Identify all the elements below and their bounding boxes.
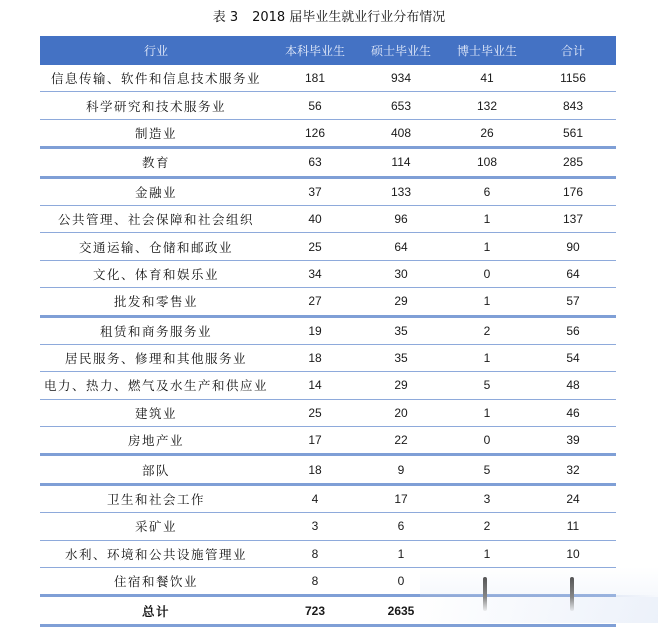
doctor-cell: 132 <box>444 92 530 119</box>
master-cell: 22 <box>358 427 444 455</box>
total-doctor <box>444 596 530 625</box>
caption-label: 表 3 <box>212 10 239 25</box>
industry-cell: 租赁和商务服务业 <box>40 316 272 344</box>
bachelor-cell: 3 <box>272 513 358 540</box>
bachelor-cell: 4 <box>272 484 358 512</box>
header-bachelor: 本科毕业生 <box>272 36 358 65</box>
industry-cell: 居民服务、修理和其他服务业 <box>40 344 272 371</box>
table-caption <box>0 6 658 25</box>
industry-cell: 教育 <box>40 148 272 177</box>
industry-cell: 信息传输、软件和信息技术服务业 <box>40 65 272 92</box>
table-row <box>40 119 616 147</box>
master-cell: 1 <box>358 540 444 567</box>
industry-cell: 批发和零售业 <box>40 288 272 316</box>
industry-cell: 水利、环境和公共设施管理业 <box>40 540 272 567</box>
industry-cell: 公共管理、社会保障和社会组织 <box>40 205 272 232</box>
doctor-cell: 1 <box>444 540 530 567</box>
master-cell: 29 <box>358 288 444 316</box>
master-cell: 408 <box>358 119 444 147</box>
doctor-cell: 1 <box>444 233 530 260</box>
industry-cell: 住宿和餐饮业 <box>40 568 272 596</box>
total-cell: 57 <box>530 288 616 316</box>
master-cell: 9 <box>358 455 444 484</box>
total-cell: 32 <box>530 455 616 484</box>
master-cell: 35 <box>358 344 444 371</box>
bachelor-cell: 56 <box>272 92 358 119</box>
master-cell: 20 <box>358 399 444 426</box>
table-row <box>40 427 616 455</box>
master-cell: 30 <box>358 260 444 287</box>
doctor-cell: 108 <box>444 148 530 177</box>
table-row <box>40 344 616 371</box>
bachelor-cell: 17 <box>272 427 358 455</box>
industry-cell: 制造业 <box>40 119 272 147</box>
master-cell: 934 <box>358 65 444 92</box>
total-cell: 24 <box>530 484 616 512</box>
table-row <box>40 455 616 484</box>
caption-title: 2018 届毕业生就业行业分布情况 <box>252 10 446 25</box>
industry-cell: 文化、体育和娱乐业 <box>40 260 272 287</box>
table-row <box>40 513 616 540</box>
table-row <box>40 568 616 596</box>
header-industry: 行业 <box>40 36 272 65</box>
total-cell: 48 <box>530 372 616 399</box>
master-cell: 35 <box>358 316 444 344</box>
doctor-cell: 0 <box>444 260 530 287</box>
bachelor-cell: 126 <box>272 119 358 147</box>
doctor-cell: 2 <box>444 513 530 540</box>
table-row <box>40 260 616 287</box>
doctor-cell: 41 <box>444 65 530 92</box>
doctor-cell: 6 <box>444 177 530 205</box>
industry-cell: 部队 <box>40 455 272 484</box>
table-row <box>40 484 616 512</box>
industry-cell: 交通运输、仓储和邮政业 <box>40 233 272 260</box>
master-cell: 653 <box>358 92 444 119</box>
bachelor-cell: 19 <box>272 316 358 344</box>
master-cell: 17 <box>358 484 444 512</box>
bachelor-cell: 181 <box>272 65 358 92</box>
bachelor-cell: 25 <box>272 399 358 426</box>
total-cell: 39 <box>530 427 616 455</box>
industry-cell: 电力、热力、燃气及水生产和供应业 <box>40 372 272 399</box>
industry-cell: 金融业 <box>40 177 272 205</box>
total-cell: 46 <box>530 399 616 426</box>
bachelor-cell: 14 <box>272 372 358 399</box>
bachelor-cell: 8 <box>272 540 358 567</box>
total-row <box>40 596 616 625</box>
total-cell: 137 <box>530 205 616 232</box>
bachelor-cell: 25 <box>272 233 358 260</box>
industry-distribution-table <box>40 36 616 627</box>
industry-cell: 房地产业 <box>40 427 272 455</box>
master-cell: 133 <box>358 177 444 205</box>
doctor-cell: 1 <box>444 288 530 316</box>
table-row <box>40 177 616 205</box>
master-cell: 64 <box>358 233 444 260</box>
total-cell: 561 <box>530 119 616 147</box>
industry-cell: 建筑业 <box>40 399 272 426</box>
table-row <box>40 92 616 119</box>
master-cell: 114 <box>358 148 444 177</box>
total-cell: 285 <box>530 148 616 177</box>
bachelor-cell: 37 <box>272 177 358 205</box>
header-row <box>40 36 616 65</box>
bachelor-cell: 18 <box>272 455 358 484</box>
header-master: 硕士毕业生 <box>358 36 444 65</box>
total-cell: 56 <box>530 316 616 344</box>
doctor-cell <box>444 568 530 596</box>
table-row <box>40 233 616 260</box>
doctor-cell: 26 <box>444 119 530 147</box>
total-label: 总计 <box>40 596 272 625</box>
doctor-cell: 1 <box>444 205 530 232</box>
total-cell: 64 <box>530 260 616 287</box>
header-doctor: 博士毕业生 <box>444 36 530 65</box>
table-row <box>40 65 616 92</box>
doctor-cell: 0 <box>444 427 530 455</box>
total-bachelor: 723 <box>272 596 358 625</box>
header-total: 合计 <box>530 36 616 65</box>
industry-cell: 卫生和社会工作 <box>40 484 272 512</box>
table-row <box>40 399 616 426</box>
bachelor-cell: 63 <box>272 148 358 177</box>
total-cell: 10 <box>530 540 616 567</box>
total-cell: 843 <box>530 92 616 119</box>
table-row <box>40 372 616 399</box>
industry-cell: 采矿业 <box>40 513 272 540</box>
table-row <box>40 148 616 177</box>
total-master: 2635 <box>358 596 444 625</box>
industry-cell: 科学研究和技术服务业 <box>40 92 272 119</box>
doctor-cell: 3 <box>444 484 530 512</box>
bachelor-cell: 18 <box>272 344 358 371</box>
table-row <box>40 540 616 567</box>
total-cell: 176 <box>530 177 616 205</box>
master-cell: 0 <box>358 568 444 596</box>
total-cell: 90 <box>530 233 616 260</box>
doctor-cell: 1 <box>444 399 530 426</box>
bachelor-cell: 34 <box>272 260 358 287</box>
master-cell: 6 <box>358 513 444 540</box>
total-sum <box>530 596 616 625</box>
table-row <box>40 205 616 232</box>
total-cell: 1156 <box>530 65 616 92</box>
master-cell: 96 <box>358 205 444 232</box>
doctor-cell: 2 <box>444 316 530 344</box>
total-cell: 54 <box>530 344 616 371</box>
doctor-cell: 5 <box>444 372 530 399</box>
bachelor-cell: 8 <box>272 568 358 596</box>
table-row <box>40 288 616 316</box>
total-cell: 11 <box>530 513 616 540</box>
doctor-cell: 5 <box>444 455 530 484</box>
table-row <box>40 316 616 344</box>
bachelor-cell: 40 <box>272 205 358 232</box>
master-cell: 29 <box>358 372 444 399</box>
doctor-cell: 1 <box>444 344 530 371</box>
bachelor-cell: 27 <box>272 288 358 316</box>
total-cell <box>530 568 616 596</box>
